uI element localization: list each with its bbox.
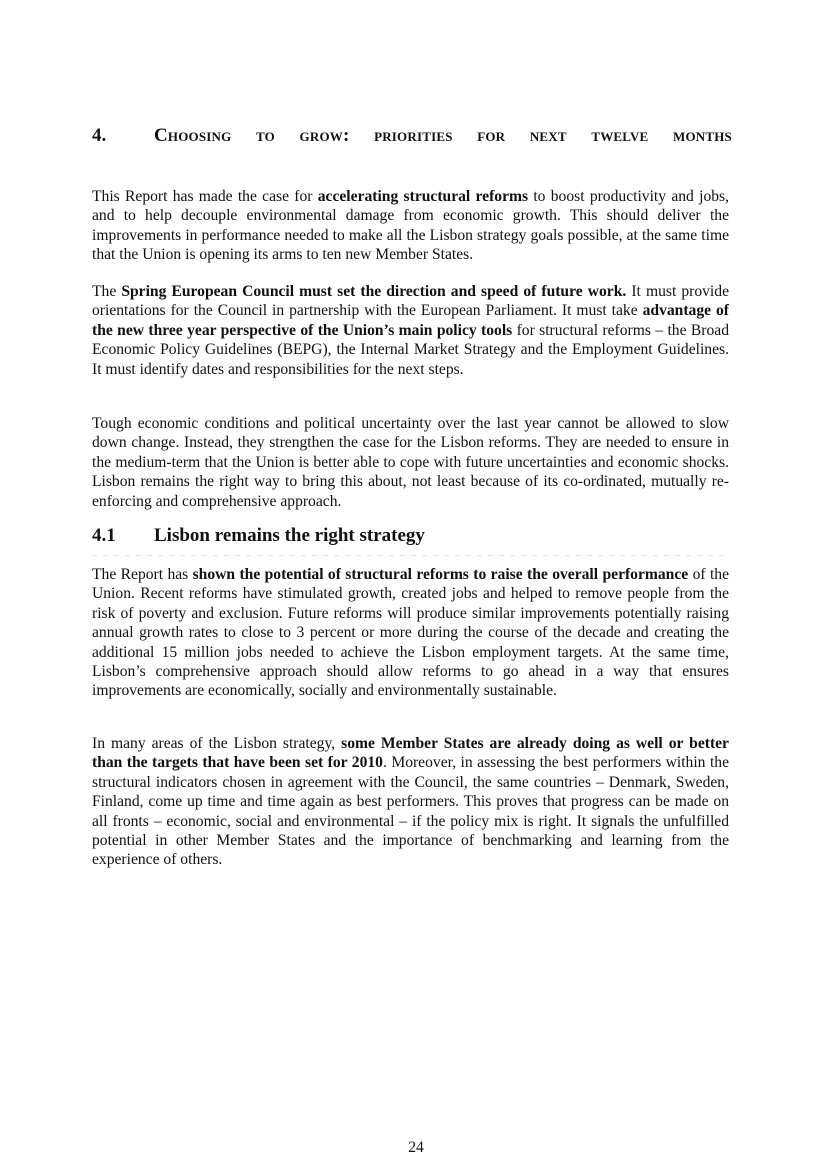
text-run: The <box>92 283 122 300</box>
paragraph-potential-of-reforms <box>92 565 729 701</box>
page-number: 24 <box>408 1139 424 1156</box>
text-run: Tough economic conditions and political uncertainty over the last year cannot be allowed to slow down change. Instead, they strengthen the case for the Lisbon reforms. They are needed to ensure in the medium-term that the Union is better able to cope with future uncertainties and economic shocks. Lisbon remains the right way to bring this about, not least because of its co-ordinated, mutually re-enforcing and comprehensive approach. <box>92 415 729 510</box>
text-run: for structural reforms – the Broad Economic Policy Guidelines (BEPG), the Internal Market Strategy and the Employment Guidelines. It must identify dates and responsibilities for the next steps. <box>92 321 729 378</box>
paragraph-economic-conditions <box>92 414 729 511</box>
section-title: Choosing to grow: priorities for next twelve months <box>154 125 732 146</box>
bold-phrase: some Member States are already doing as well or better than the targets that have been set for 2010 <box>92 735 729 772</box>
text-run: of the Union. Recent reforms have stimulated growth, created jobs and helped to remove people from the risk of poverty and exclusion. Future reforms will produce similar improvements potentially raising annual growth rates to close to 3 percent or more during the course of the decade and creating the additional 15 million jobs needed to achieve the Lisbon employment targets. At the same time, Lisbon’s comprehensive approach should allow reforms to go ahead in a way that ensures improvements are economically, socially and environmentally sustainable. <box>92 566 729 700</box>
subsection-title: Lisbon remains the right strategy <box>154 525 425 546</box>
text-run: It must provide orientations for the Council in partnership with the European Parliament. It must take <box>92 283 729 320</box>
section-heading <box>92 122 732 176</box>
bold-phrase: advantage of the new three year perspective of the Union’s main policy tools <box>92 302 729 339</box>
section-number: 4. <box>92 125 107 146</box>
paragraph-member-states-targets <box>92 734 729 870</box>
text-run: The Report has <box>92 566 193 583</box>
paragraph-structural-reforms <box>92 187 729 265</box>
subsection-number: 4.1 <box>92 525 116 546</box>
bold-phrase: accelerating structural reforms <box>317 188 529 205</box>
scan-artifact-divider <box>92 555 729 556</box>
bold-phrase: shown the potential of structural reforms to raise the overall performance <box>192 566 689 583</box>
subsection-heading <box>92 524 732 548</box>
text-run: In many areas of the Lisbon strategy, <box>92 735 342 752</box>
text-run: . Moreover, in assessing the best performers within the structural indicators chosen in agreement with the Council, the same countries – Denmark, Sweden, Finland, come up time and time again as best performers. This proves that progress can be made on all fronts – economic, social and environmental – if the policy mix is right. It signals the unfulfilled potential in other Member States and the importance of benchmarking and learning from the experience of others. <box>92 754 729 869</box>
paragraph-spring-council <box>92 282 729 379</box>
bold-phrase: Spring European Council must set the direction and speed of future work. <box>121 283 627 300</box>
text-run: to boost productivity and jobs, and to help decouple environmental damage from economic growth. This should deliver the improvements in performance needed to make all the Lisbon strategy goals possible, at the same time that the Union is opening its arms to ten new Member States. <box>92 188 730 264</box>
text-run: This Report has made the case for <box>92 188 318 205</box>
